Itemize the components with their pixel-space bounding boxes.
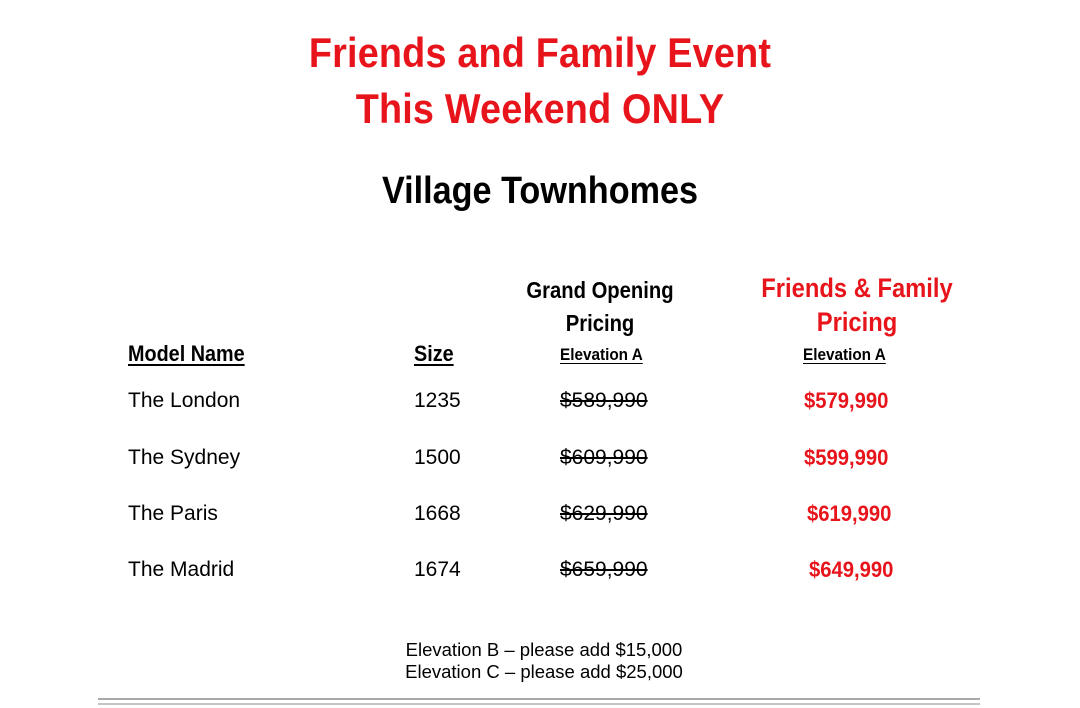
- grand-opening-price-cell: $629,990: [560, 502, 648, 525]
- grand-opening-pricing-header: [512, 274, 688, 340]
- size-cell: 1235: [414, 389, 461, 412]
- friends-family-price-cell: $619,990: [807, 501, 892, 526]
- grand-opening-header-line-1: Grand Opening: [526, 277, 674, 303]
- friends-family-price-cell: $599,990: [804, 445, 889, 470]
- grand-opening-price-cell: $659,990: [560, 558, 648, 581]
- size-cell: 1674: [414, 558, 461, 581]
- size-cell: 1500: [414, 446, 461, 469]
- grand-opening-price-cell: $609,990: [560, 446, 648, 469]
- friends-family-header-line-1: Friends & Family: [761, 273, 953, 303]
- model-name-cell: The Madrid: [128, 558, 235, 581]
- elevation-b-note: Elevation B – please add $15,000: [405, 639, 683, 660]
- grand-opening-price-cell: $589,990: [560, 389, 648, 412]
- size-cell: 1668: [414, 502, 461, 525]
- model-name-cell: The London: [128, 389, 241, 412]
- table-row: [0, 386, 1080, 416]
- table-row: [0, 443, 1080, 473]
- community-title: Village Townhomes: [381, 170, 699, 212]
- headline-line-2: This Weekend ONLY: [355, 85, 725, 132]
- friends-family-elevation-header: Elevation A: [803, 345, 886, 364]
- headline-line-1: Friends and Family Event: [308, 29, 772, 76]
- friends-family-price-cell: $579,990: [804, 388, 889, 413]
- size-column-header: Size: [414, 341, 454, 366]
- bottom-divider-shadow: [98, 703, 980, 705]
- elevation-c-note: Elevation C – please add $25,000: [405, 661, 683, 682]
- friends-family-header-line-2: Pricing: [816, 307, 898, 337]
- table-row: [0, 555, 1080, 585]
- grand-opening-elevation-header: Elevation A: [560, 345, 643, 364]
- model-name-cell: The Sydney: [128, 446, 241, 469]
- friends-family-pricing-header: [754, 271, 960, 339]
- model-name-cell: The Paris: [128, 502, 218, 525]
- bottom-divider: [98, 698, 980, 700]
- table-row: [0, 499, 1080, 529]
- friends-family-price-cell: $649,990: [809, 557, 894, 582]
- model-name-column-header: Model Name: [128, 341, 245, 366]
- grand-opening-header-line-2: Pricing: [565, 310, 635, 336]
